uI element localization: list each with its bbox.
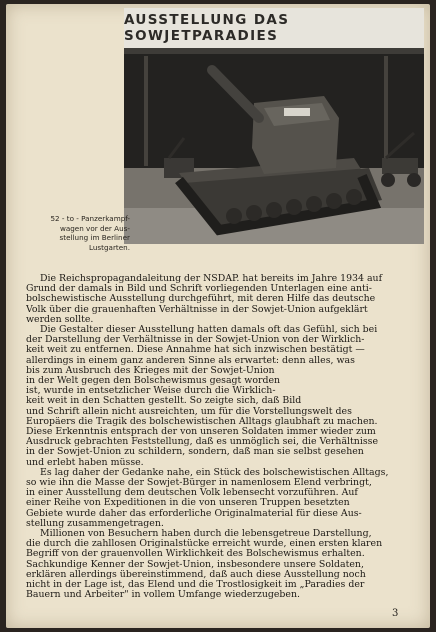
text-line: in der Welt gegen den Bolschewismus gesagt worden — [26, 376, 281, 387]
text-line: Grund der damals in Bild und Schrift vorliegenden Unterlagen eine anti- — [26, 284, 372, 295]
text-line: der Darstellung der Verhältnisse in der Sowjet-Union von der Wirklich- — [26, 335, 365, 346]
text-line: bis zum Ausbruch des Krieges mit der Sowjet-Union — [26, 365, 275, 376]
paragraph — [26, 468, 418, 529]
text-line: nicht in der Lage ist, das Elend und die Trostlosigkeit im „Paradies der — [26, 580, 365, 591]
text-line: keit weit in den Schatten gestellt. So zeigte sich, daß Bild — [26, 396, 302, 407]
page-number: 3 — [392, 608, 399, 619]
text-line: Begriff von der grauenvollen Wirklichkeit des Bolschewismus erhalten. — [26, 549, 365, 560]
exhibition-banner: AUSSTELLUNG DAS SOWJETPARADIES — [124, 8, 424, 48]
text-line: Volk über die grauenhaften Verhältnisse in der Sowjet-Union aufgeklärt — [26, 304, 368, 315]
paragraph — [26, 529, 418, 600]
text-line: Bauern und Arbeiter" in vollem Umfange wiederzugeben. — [26, 590, 300, 601]
text-line: Die Gestalter dieser Ausstellung hatten damals oft das Gefühl, sich bei — [40, 325, 378, 336]
text-line: bolschewistische Ausstellung durchgeführt, mit deren Hilfe das deutsche — [26, 294, 376, 305]
text-line: Die Reichspropagandaleitung der NSDAP. hat bereits im Jahre 1934 auf — [40, 274, 383, 284]
caption-line: 52 - to - Panzerkampf- — [50, 214, 130, 223]
text-line: in der Sowjet-Union zu schildern, sondern, daß man sie selbst gesehen — [26, 447, 364, 458]
text-line: Diese Erkenntnis entsprach der von unseren Soldaten immer wieder zum — [26, 427, 376, 438]
exhibition-photo — [124, 8, 424, 244]
book-page — [6, 4, 430, 628]
paragraph — [26, 325, 418, 468]
text-line: die durch die zahllosen Originalstücke erreicht wurde, einen ersten klaren — [26, 539, 383, 550]
text-line: keit weit zu entfernen. Diese Annahme hat sich inzwischen bestätigt — — [26, 345, 365, 356]
text-line: allerdings in einem ganz anderen Sinne als erwartet: denn alles, was — [26, 355, 355, 366]
body-text — [26, 274, 418, 601]
caption-line: Lustgarten. — [89, 242, 130, 252]
paragraph — [26, 274, 418, 325]
text-line: stellung zusammengetragen. — [26, 518, 164, 529]
text-line: in einer Ausstellung dem deutschen Volk lebensecht vorzuführen. Auf — [26, 488, 358, 499]
caption-line: stellung im Berliner — [59, 233, 130, 243]
text-line: Millionen von Besuchern haben durch die lebensgetreue Darstellung, — [40, 529, 372, 540]
photo-caption — [32, 214, 130, 252]
text-line: Sachkundige Kenner der Sowjet-Union, insbesondere unsere Soldaten, — [26, 559, 364, 570]
text-line: Ausdruck gebrachten Feststellung, daß es unmöglich sei, die Verhältnisse — [26, 437, 379, 448]
text-line: erklären allerdings übereinstimmend, daß auch diese Ausstellung noch — [26, 569, 366, 580]
text-line: Gebiete wurde daher das erforderliche Originalmaterial für diese Aus- — [26, 508, 362, 519]
text-line: und Schrift allein nicht ausreichten, um für die Vorstellungswelt des — [26, 406, 352, 417]
text-line: so wie ihn die Masse der Sowjet-Bürger in namenlosem Elend verbringt, — [26, 478, 372, 489]
text-line: einer Reihe von Expeditionen in die von unseren Truppen besetzten — [26, 498, 350, 509]
text-line: werden sollte. — [26, 314, 94, 325]
text-line: ist, wurde in entsetzlicher Weise durch die Wirklich- — [26, 386, 276, 397]
text-line: und erlebt haben müsse. — [26, 457, 144, 468]
text-line: Europäers die Tragik des bolschewistischen Alltags glaubhaft zu machen. — [26, 416, 378, 427]
caption-line: wagen vor der Aus- — [59, 223, 130, 233]
text-line: Es lag daher der Gedanke nahe, ein Stück des bolschewistischen Alltags, — [40, 467, 389, 478]
